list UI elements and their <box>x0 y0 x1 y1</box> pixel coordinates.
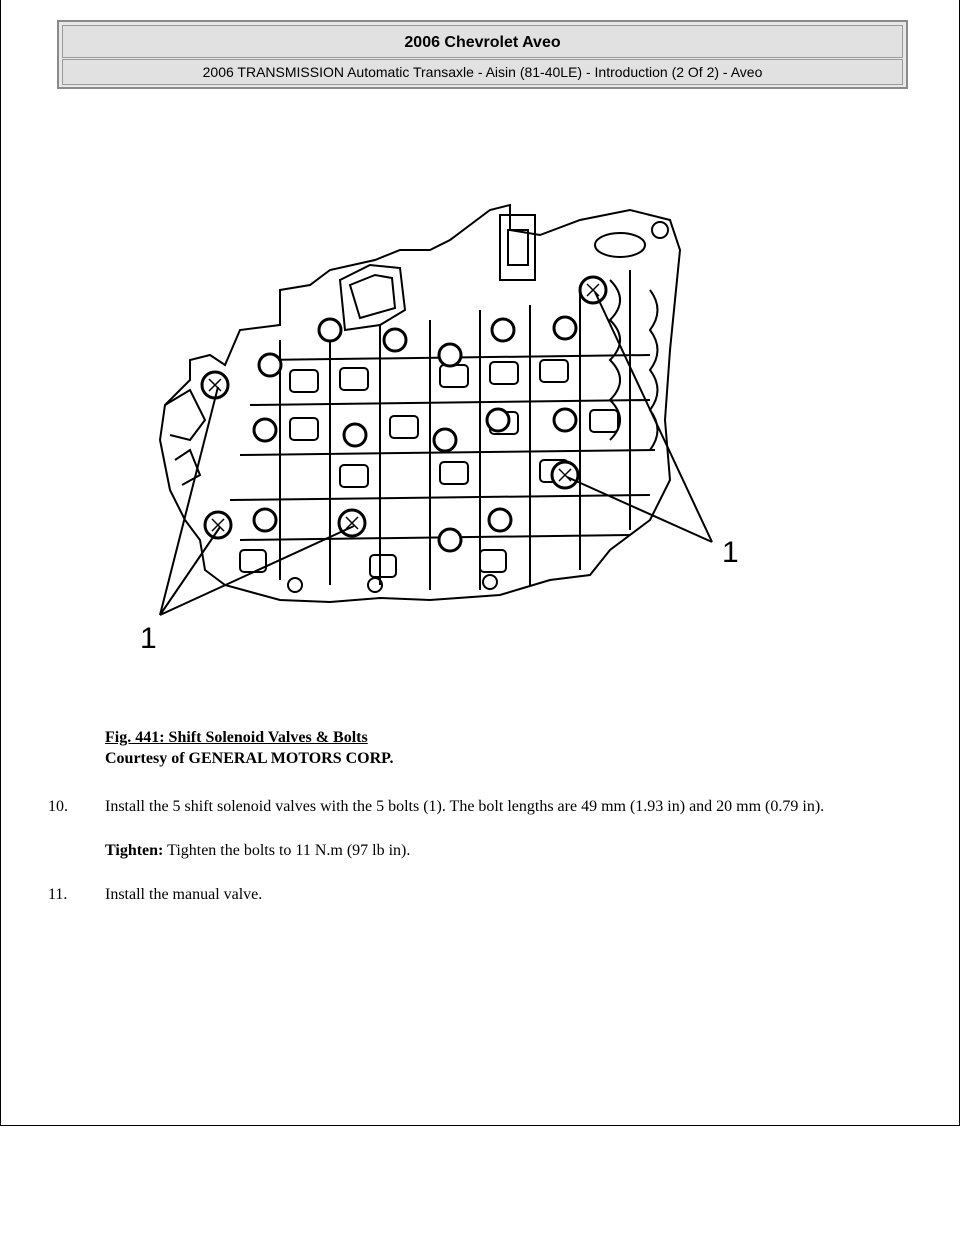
figure-caption <box>105 727 393 769</box>
step-text: Install the 5 shift solenoid valves with the 5 bolts (1). The bolt lengths are 49 mm (1.93 in) and 20 mm (0.79 in). <box>105 798 825 815</box>
document-subtitle: 2006 TRANSMISSION Automatic Transaxle - Aisin (81-40LE) - Introduction (2 Of 2) - Aveo <box>62 59 903 85</box>
figure-title-link[interactable]: Fig. 441: Shift Solenoid Valves & Bolts <box>105 729 368 746</box>
step-11 <box>48 884 908 906</box>
valve-body-illustration <box>130 190 750 670</box>
callout-label: 1 <box>140 622 157 655</box>
step-number: 11. <box>48 886 68 903</box>
procedure-steps <box>48 796 908 906</box>
document-header <box>57 20 908 89</box>
step-number: 10. <box>48 798 68 815</box>
callout-label: 1 <box>722 536 739 569</box>
step-text: Install the manual valve. <box>105 886 263 903</box>
step-10 <box>48 796 908 862</box>
page-footer <box>0 1126 960 1242</box>
document-title: 2006 Chevrolet Aveo <box>62 25 903 58</box>
tighten-note <box>105 840 908 862</box>
figure-credit: Courtesy of GENERAL MOTORS CORP. <box>105 750 394 767</box>
tighten-text: Tighten the bolts to 11 N.m (97 lb in). <box>163 842 411 859</box>
tighten-label: Tighten: <box>105 842 164 859</box>
